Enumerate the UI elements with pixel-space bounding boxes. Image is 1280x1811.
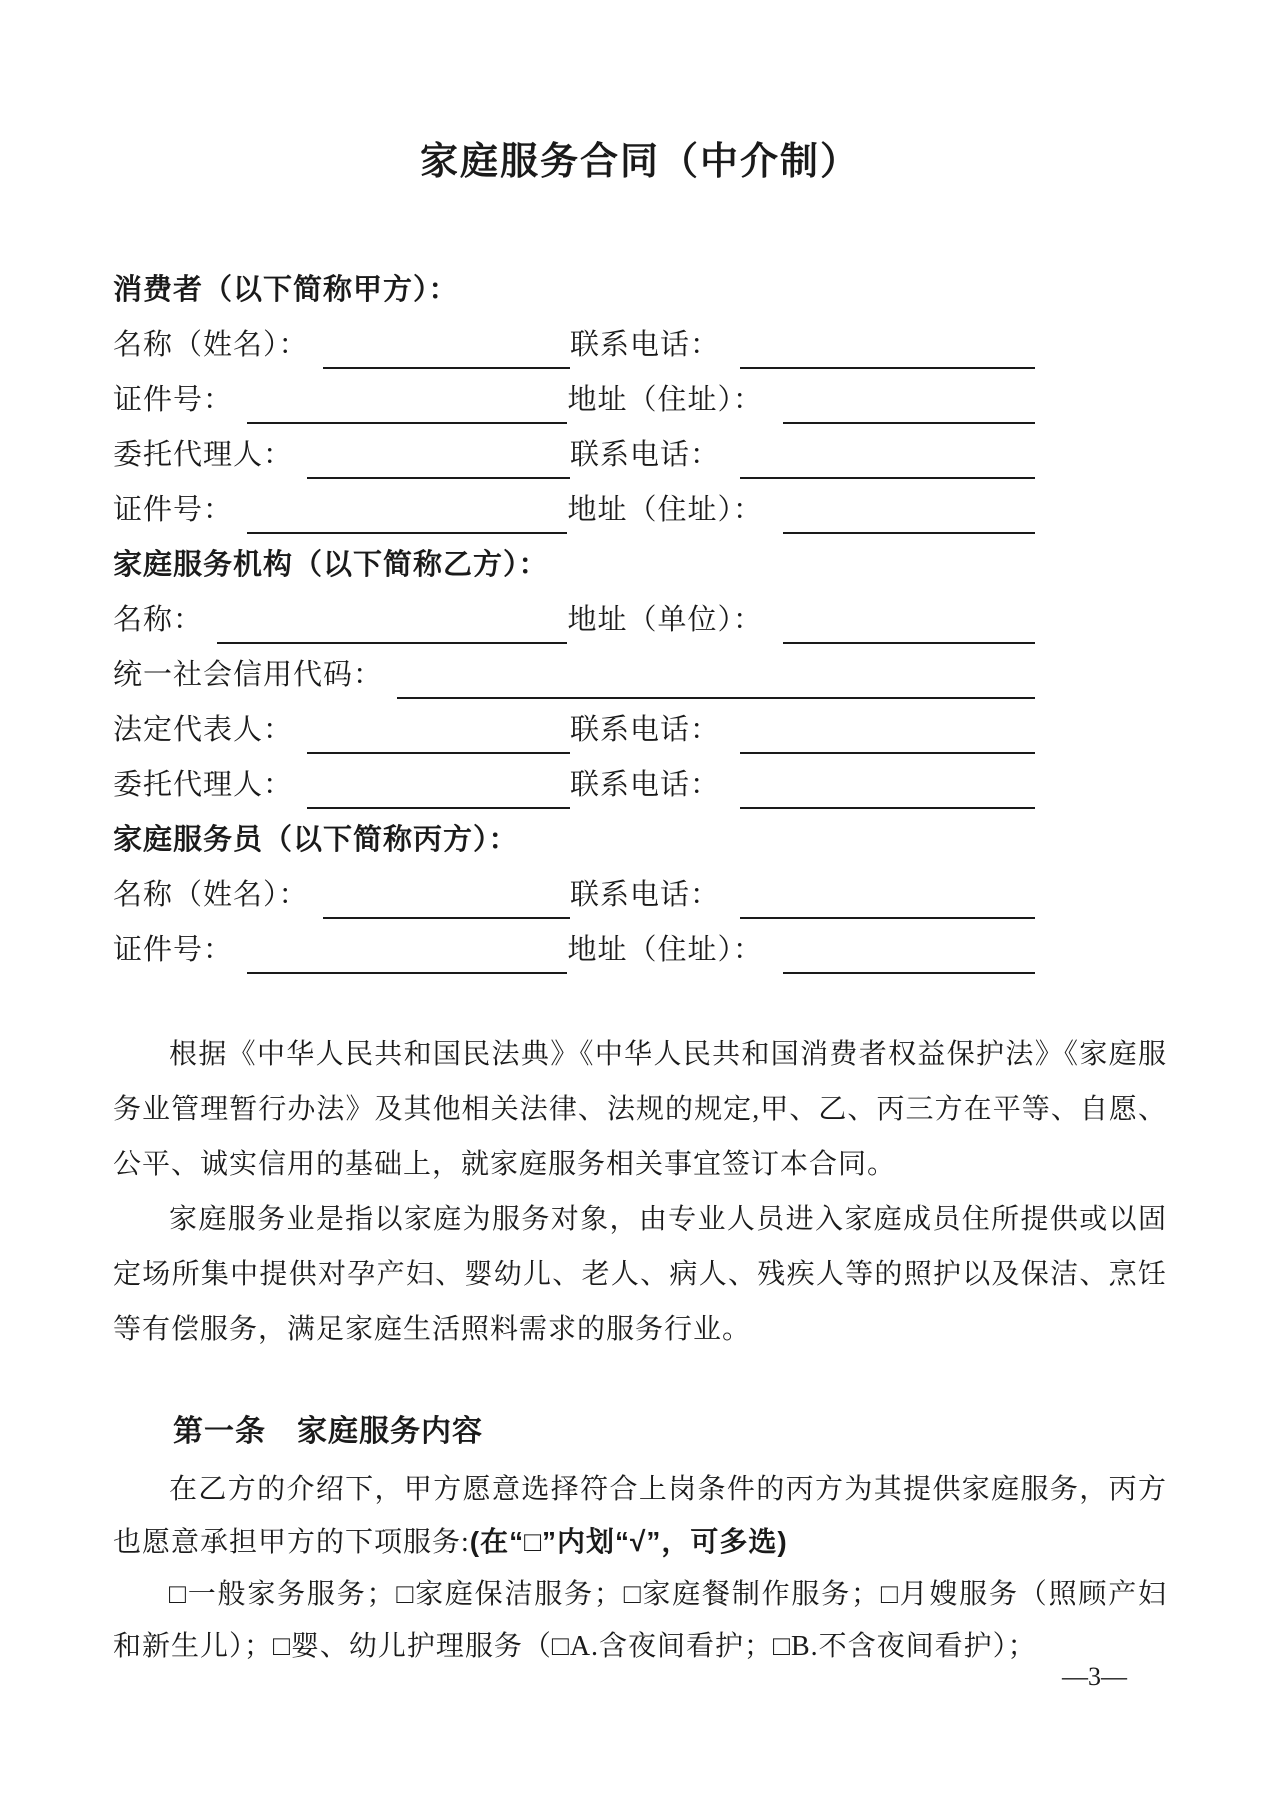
party-b-heading [113,536,1167,591]
blank-field [740,447,1035,479]
party-c-heading-label: 家庭服务员（以下简称丙方）： [113,823,519,856]
org-address-label: 地址（单位）： [567,603,763,636]
page-number: —3— [1062,1662,1127,1691]
agent-label: 委托代理人： [113,438,294,471]
blank-field [397,667,1035,699]
blank-field [783,392,1035,424]
credit-code-label: 统一社会信用代码： [113,658,384,691]
blank-field [740,722,1035,754]
phone-label: 联系电话： [569,328,720,361]
blank-field [323,337,570,369]
party-c-id-address-row [113,921,1167,976]
blank-field [247,392,567,424]
blank-field [740,337,1035,369]
parties-form [113,261,1167,976]
id-number-label: 证件号： [113,933,234,966]
party-a-heading-label: 消费者（以下简称甲方）： [113,273,459,306]
party-b-legal-rep-phone-row [113,701,1167,756]
blank-field [247,502,567,534]
legal-rep-label: 法定代表人： [113,713,294,746]
agent-label: 委托代理人： [113,768,294,801]
blank-field [307,722,570,754]
article-1-heading: 第一条 家庭服务内容 [173,1414,483,1448]
blank-field [740,777,1035,809]
phone-label: 联系电话： [569,713,720,746]
party-a-id-address-row [113,371,1167,426]
party-b-heading-label: 家庭服务机构（以下简称乙方）： [113,548,549,581]
address-label: 地址（住址）： [567,933,763,966]
blank-field [783,612,1035,644]
party-b-credit-code-row [113,646,1167,701]
preamble-paragraph-1: 根据《中华人民共和国民法典》《中华人民共和国消费者权益保护法》《家庭服务业管理暂行办法》及其他相关法律、法规的规定,甲、乙、丙三方在平等、自愿、公平、诚实信用的基础上，就家庭服务相关事宜签订本合同。 [113,1038,1167,1180]
blank-field [217,612,567,644]
party-c-heading [113,811,1167,866]
blank-field [783,942,1035,974]
party-a-name-phone-row [113,316,1167,371]
phone-label: 联系电话： [569,768,720,801]
preamble [113,1027,1167,1357]
service-options-line: □一般家务服务；□家庭保洁服务；□家庭餐制作服务；□月嫂服务（照顾产妇和新生儿）；□婴、幼儿护理服务（□A.含夜间看护；□B.不含夜间看护）； [113,1578,1167,1662]
blank-field [307,777,570,809]
phone-label: 联系电话： [569,438,720,471]
article-1-intro [113,1464,1167,1569]
org-name-label: 名称： [113,603,204,636]
article-1-note: (在“□”内划“√”，可多选) [469,1525,788,1557]
address-label: 地址（住址）： [567,383,763,416]
article-1-intro-text: 在乙方的介绍下，甲方愿意选择符合上岗条件的丙方为其提供家庭服务，丙方也愿意承担甲方的下项服务: [113,1473,1167,1558]
blank-field [783,502,1035,534]
page-content [113,140,1167,1673]
id-number-label: 证件号： [113,493,234,526]
name-label: 名称（姓名）： [113,878,309,911]
article-1 [113,1406,1167,1673]
party-c-name-phone-row [113,866,1167,921]
name-label: 名称（姓名）： [113,328,309,361]
page-title: 家庭服务合同（中介制） [419,141,860,183]
blank-field [323,887,570,919]
preamble-paragraph-2: 家庭服务业是指以家庭为服务对象，由专业人员进入家庭成员住所提供或以固定场所集中提供对孕产妇、婴幼儿、老人、病人、残疾人等的照护以及保洁、烹饪等有偿服务，满足家庭生活照料需求的服务行业。 [113,1203,1167,1345]
party-b-name-address-row [113,591,1167,646]
party-a-heading [113,261,1167,316]
party-a-agent-id-address-row [113,481,1167,536]
blank-field [247,942,567,974]
blank-field [740,887,1035,919]
id-number-label: 证件号： [113,383,234,416]
address-label: 地址（住址）： [567,493,763,526]
phone-label: 联系电话： [569,878,720,911]
party-a-agent-phone-row [113,426,1167,481]
blank-field [307,447,570,479]
party-b-agent-phone-row [113,756,1167,811]
